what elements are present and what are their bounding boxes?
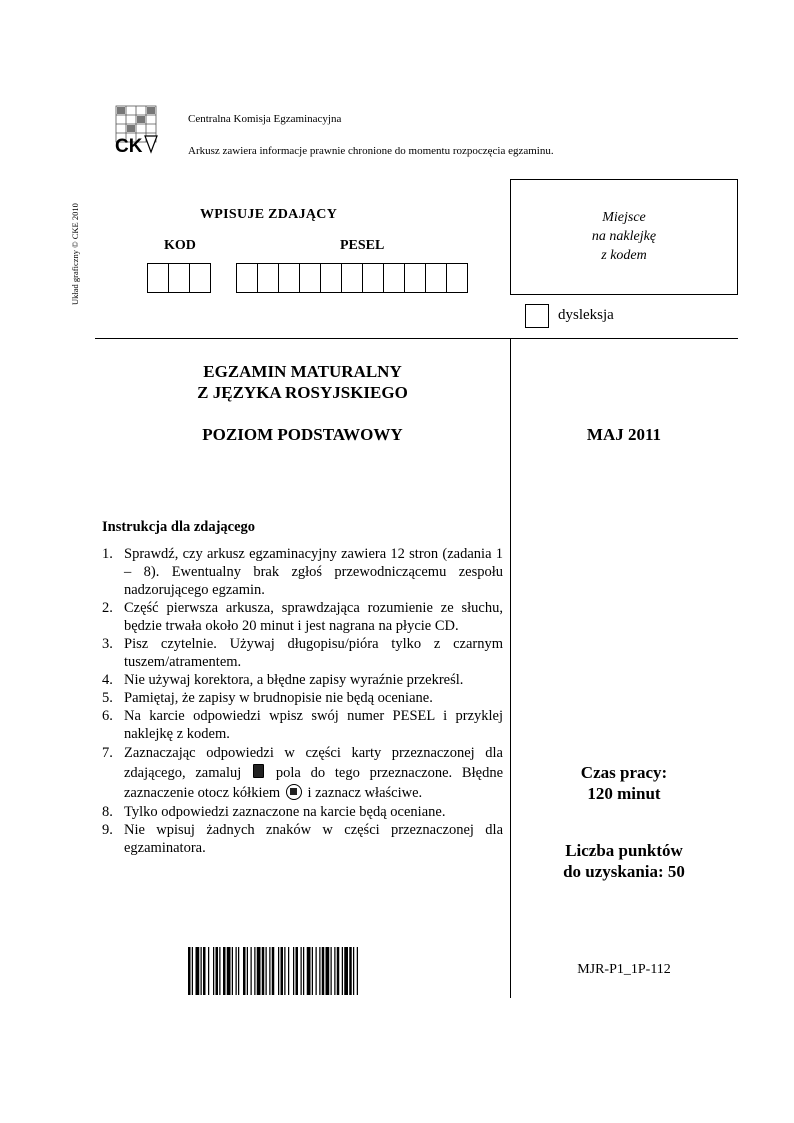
instruction-item: 5. Pamiętaj, że zapisy w brudnopisie nie będą oceniane. xyxy=(102,690,433,706)
exam-date: MAJ 2011 xyxy=(586,425,662,444)
pesel-box[interactable] xyxy=(404,263,426,293)
copyright-note: Układ graficzny © CKE 2010 xyxy=(70,203,80,305)
cke-logo-icon xyxy=(112,100,160,156)
dyslexia-checkbox[interactable] xyxy=(525,304,549,328)
sticker-line1: Miejsce xyxy=(602,210,646,225)
max-points xyxy=(510,840,738,882)
instruction-item: 9. Nie wpisuj żadnych znaków w części przeznaczonej dla egzaminatora. xyxy=(102,822,503,856)
exam-level: POZIOM PODSTAWOWY xyxy=(202,425,403,444)
instructions-heading: Instrukcja dla zdającego xyxy=(102,519,256,535)
max-points-label: Liczba punktów xyxy=(565,841,683,860)
kod-label: KOD xyxy=(164,238,196,253)
pesel-box[interactable] xyxy=(362,263,384,293)
instruction-item: 4. Nie używaj korektora, a błędne zapisy wyraźnie przekreśl. xyxy=(102,672,464,688)
exam-title-line2: Z JĘZYKA ROSYJSKIEGO xyxy=(197,383,408,402)
pesel-label: PESEL xyxy=(340,238,385,253)
pesel-box[interactable] xyxy=(446,263,468,293)
sticker-line2: na naklejkę xyxy=(591,229,657,244)
barcode-icon xyxy=(188,947,416,995)
pesel-box[interactable] xyxy=(236,263,258,293)
pesel-box[interactable] xyxy=(257,263,279,293)
pesel-boxes[interactable] xyxy=(236,263,467,293)
exam-title-line1: EGZAMIN MATURALNY xyxy=(203,362,402,381)
exam-title xyxy=(95,361,510,403)
pesel-box[interactable] xyxy=(320,263,342,293)
work-time-label: Czas pracy: xyxy=(580,763,668,782)
pesel-box[interactable] xyxy=(425,263,447,293)
sticker-area xyxy=(510,179,738,295)
instruction-item: 3. Pisz czytelnie. Używaj długopisu/pióra tylko z czarnym tuszem/atramentem. xyxy=(102,636,503,670)
candidate-section-title: WPISUJE ZDAJĄCY xyxy=(200,207,338,222)
svg-text:CK: CK xyxy=(115,136,143,156)
instruction-item: 6. Na karcie odpowiedzi wpisz swój numer PESEL i przyklej naklejkę z kodem. xyxy=(102,708,503,742)
circled-square-icon xyxy=(286,784,302,800)
confidentiality-note: Arkusz zawiera informacje prawnie chronione do momentu rozpoczęcia egzaminu. xyxy=(188,145,554,157)
instruction-item: 2. Część pierwsza arkusza, sprawdzająca rozumienie ze słuchu, będzie trwała około 20 minut i jest nagrana na płycie CD. xyxy=(102,600,503,634)
organization-name: Centralna Komisja Egzaminacyjna xyxy=(188,113,342,125)
sticker-line3: z kodem xyxy=(601,248,647,263)
kod-boxes[interactable] xyxy=(147,263,210,293)
instructions-list xyxy=(102,545,503,857)
kod-box[interactable] xyxy=(147,263,169,293)
pesel-box[interactable] xyxy=(341,263,363,293)
divider-horizontal xyxy=(95,338,738,339)
kod-box[interactable] xyxy=(189,263,211,293)
pesel-box[interactable] xyxy=(299,263,321,293)
work-time xyxy=(510,762,738,804)
instruction-item: 7. Zaznaczając odpowiedzi w części karty przeznaczonej dla zdającego, zamaluj pola do tego przeznaczone. Błędne zaznaczenie otocz kółkiem i zaznacz właściwe. xyxy=(102,745,504,801)
dyslexia-label: dysleksja xyxy=(558,307,614,323)
max-points-value: do uzyskania: 50 xyxy=(563,862,685,881)
sheet-code: MJR-P1_1P-112 xyxy=(577,962,671,977)
pesel-box[interactable] xyxy=(278,263,300,293)
work-time-value: 120 minut xyxy=(587,784,661,803)
instruction-item: 8. Tylko odpowiedzi zaznaczone na karcie będą oceniane. xyxy=(102,804,446,820)
instruction-item: 1. Sprawdź, czy arkusz egzaminacyjny zawiera 12 stron (zadania 1 – 8). Ewentualny brak zgłoś przewodniczącemu zespołu nadzorującego egzamin. xyxy=(102,546,503,598)
pesel-box[interactable] xyxy=(383,263,405,293)
kod-box[interactable] xyxy=(168,263,190,293)
filled-square-icon xyxy=(253,764,264,778)
